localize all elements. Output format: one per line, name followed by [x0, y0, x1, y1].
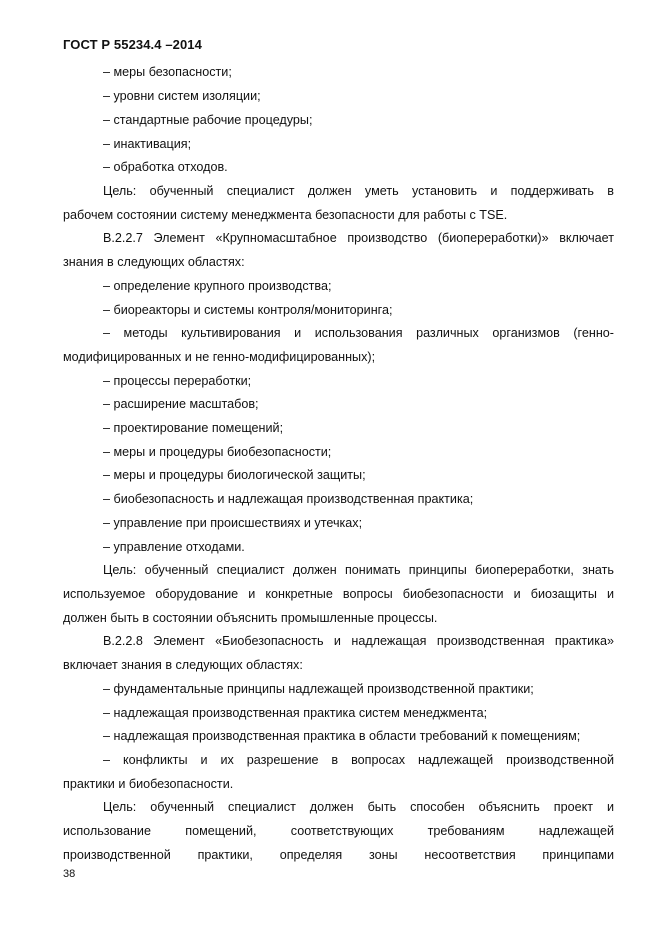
paragraph-line: должен быть в состоянии объяснить промышленные процессы. — [63, 611, 438, 625]
list-item: – меры безопасности; — [103, 65, 232, 79]
section-heading-line: B.2.2.7 Элемент «Крупномасштабное производство (биопереработки)» включает — [103, 231, 614, 245]
list-item: – управление отходами. — [103, 540, 245, 554]
paragraph-line: рабочем состоянии систему менеджмента безопасности для работы с TSE. — [63, 208, 508, 222]
document-header: ГОСТ Р 55234.4 –2014 — [63, 37, 202, 52]
list-item-continuation: практики и биобезопасности. — [63, 777, 234, 791]
list-item: – надлежащая производственная практика в области требований к помещениям; — [103, 729, 581, 743]
list-item: – расширение масштабов; — [103, 397, 259, 411]
page-number: 38 — [63, 868, 76, 880]
list-item: – конфликты и их разрешение в вопросах надлежащей производственной — [103, 753, 614, 767]
list-item: – меры и процедуры биобезопасности; — [103, 445, 332, 459]
paragraph-line: использование помещений, соответствующих требованиям надлежащей — [63, 824, 614, 838]
paragraph-line: производственной практики, определяя зоны несоответствия принципами — [63, 848, 614, 862]
list-item: – меры и процедуры биологической защиты; — [103, 468, 366, 482]
list-item: – управление при происшествиях и утечках; — [103, 516, 363, 530]
paragraph-line: Цель: обученный специалист должен быть способен объяснить проект и — [103, 800, 614, 814]
list-item: – биобезопасность и надлежащая производственная практика; — [103, 492, 474, 506]
list-item-continuation: модифицированных и не генно-модифицированных); — [63, 350, 376, 364]
list-item: – методы культивирования и использования различных организмов (генно- — [103, 326, 614, 340]
list-item: – уровни систем изоляции; — [103, 89, 261, 103]
list-item: – определение крупного производства; — [103, 279, 332, 293]
list-item: – обработка отходов. — [103, 160, 228, 174]
list-item: – фундаментальные принципы надлежащей производственной практики; — [103, 682, 534, 696]
section-heading-line: B.2.2.8 Элемент «Биобезопасность и надлежащая производственная практика» — [103, 634, 614, 648]
list-item: – биореакторы и системы контроля/мониторинга; — [103, 303, 393, 317]
paragraph-line: Цель: обученный специалист должен понимать принципы биопереработки, знать — [103, 563, 614, 577]
list-item: – надлежащая производственная практика систем менеджмента; — [103, 706, 488, 720]
list-item: – стандартные рабочие процедуры; — [103, 113, 313, 127]
paragraph-line: включает знания в следующих областях: — [63, 658, 303, 672]
list-item: – инактивация; — [103, 137, 192, 151]
paragraph-line: используемое оборудование и конкретные вопросы биобезопасности и биозащиты и — [63, 587, 614, 601]
list-item: – процессы переработки; — [103, 374, 252, 388]
paragraph-line: Цель: обученный специалист должен уметь установить и поддерживать в — [103, 184, 614, 198]
list-item: – проектирование помещений; — [103, 421, 284, 435]
paragraph-line: знания в следующих областях: — [63, 255, 245, 269]
